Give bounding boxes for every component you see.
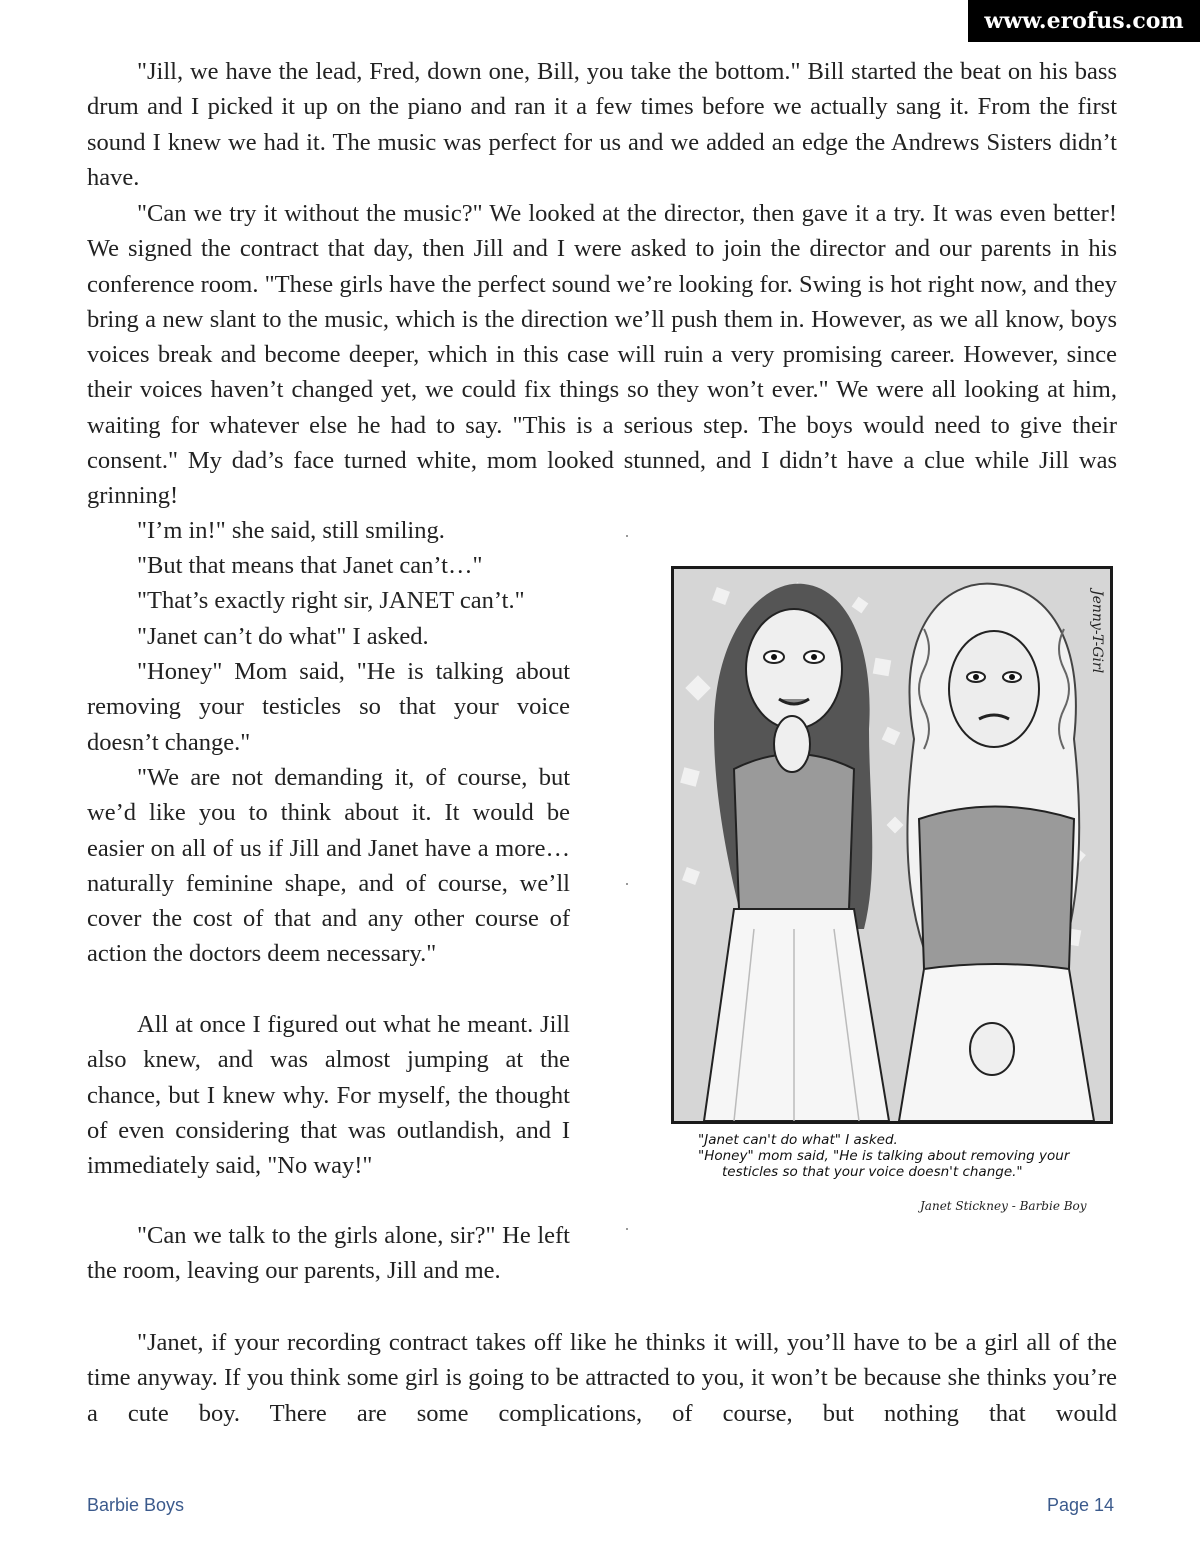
paragraph: "Janet can’t do what" I asked.: [137, 623, 429, 650]
paragraph: "Jill, we have the lead, Fred, down one, Bill, you take the bottom." Bill started the beat on his bass drum and I picked it up on the piano and ran it a few times before we actually sang it. From the first sound I knew we had it. The music was perfect for us and we added an edge the Andrews Sisters didn’t have.: [87, 58, 1117, 191]
illustration-caption: [698, 1132, 1098, 1180]
illustration-credit: Janet Stickney - Barbie Boy: [920, 1199, 1087, 1213]
paragraph: "Can we talk to the girls alone, sir?" He left the room, leaving our parents, Jill and me.: [87, 1222, 570, 1285]
stray-dot: [626, 883, 628, 885]
comic-drawing: [674, 569, 1110, 1121]
caption-line: "Honey" mom said, "He is talking about removing your: [698, 1148, 1070, 1164]
paragraph: "I’m in!" she said, still smiling.: [137, 517, 445, 544]
stray-dot: [626, 1228, 628, 1230]
paragraph: "That’s exactly right sir, JANET can’t.": [137, 587, 525, 614]
page-number: Page 14: [1046, 1495, 1114, 1515]
comic-illustration: [671, 566, 1113, 1124]
paragraph: "Can we try it without the music?" We looked at the director, then gave it a try. It was even better! We signed the contract that day, then Jill and I were asked to join the director and our parents in his conference room. "These girls have the perfect sound we’re looking for. Swing is hot right now, and they bring a new slant to the music, which is the direction we’ll push them in. However, as we all know, boys voices break and become deeper, which in this case will ruin a very promising career. However, since their voices haven’t changed yet, we could fix things so they won’t ever." We were all looking at him, waiting for whatever else he had to say. "This is a serious step. The boys would need to give their consent." My dad’s face turned white, mom looked stunned, and I didn’t have a clue while Jill was grinning!: [87, 200, 1117, 510]
paragraph: "We are not demanding it, of course, but we’d like you to think about it. It would be easier on all of us if Jill and Janet have a more… naturally feminine shape, and of course, we’ll cover the cost of that and any other course of action the doctors deem necessary.": [87, 764, 570, 968]
caption-line: "Janet can't do what" I asked.: [698, 1132, 898, 1148]
paragraph: "Honey" Mom said, "He is talking about removing your testicles so that your voice doesn’t change.": [87, 658, 570, 756]
paragraph: "Janet, if your recording contract takes off like he thinks it will, you’ll have to be a girl all of the time anyway. If you think some girl is going to be attracted to you, it won’t be because she thinks you’re a cute boy. There are some complications, of course, but nothing that would: [87, 1329, 1117, 1427]
watermark: www.erofus.com: [968, 0, 1200, 42]
footer-title: Barbie Boys: [87, 1495, 185, 1515]
paragraph: "But that means that Janet can’t…": [137, 552, 483, 579]
caption-line: testicles so that your voice doesn't change.": [722, 1164, 1023, 1180]
paragraph: All at once I figured out what he meant. Jill also knew, and was almost jumping at the chance, but I knew why. For myself, the thought of even considering that was outlandish, and I immediately said, "No way!": [87, 1011, 570, 1180]
stray-dot: [626, 535, 628, 537]
artist-signature: Jenny-T-Girl: [1089, 590, 1105, 674]
